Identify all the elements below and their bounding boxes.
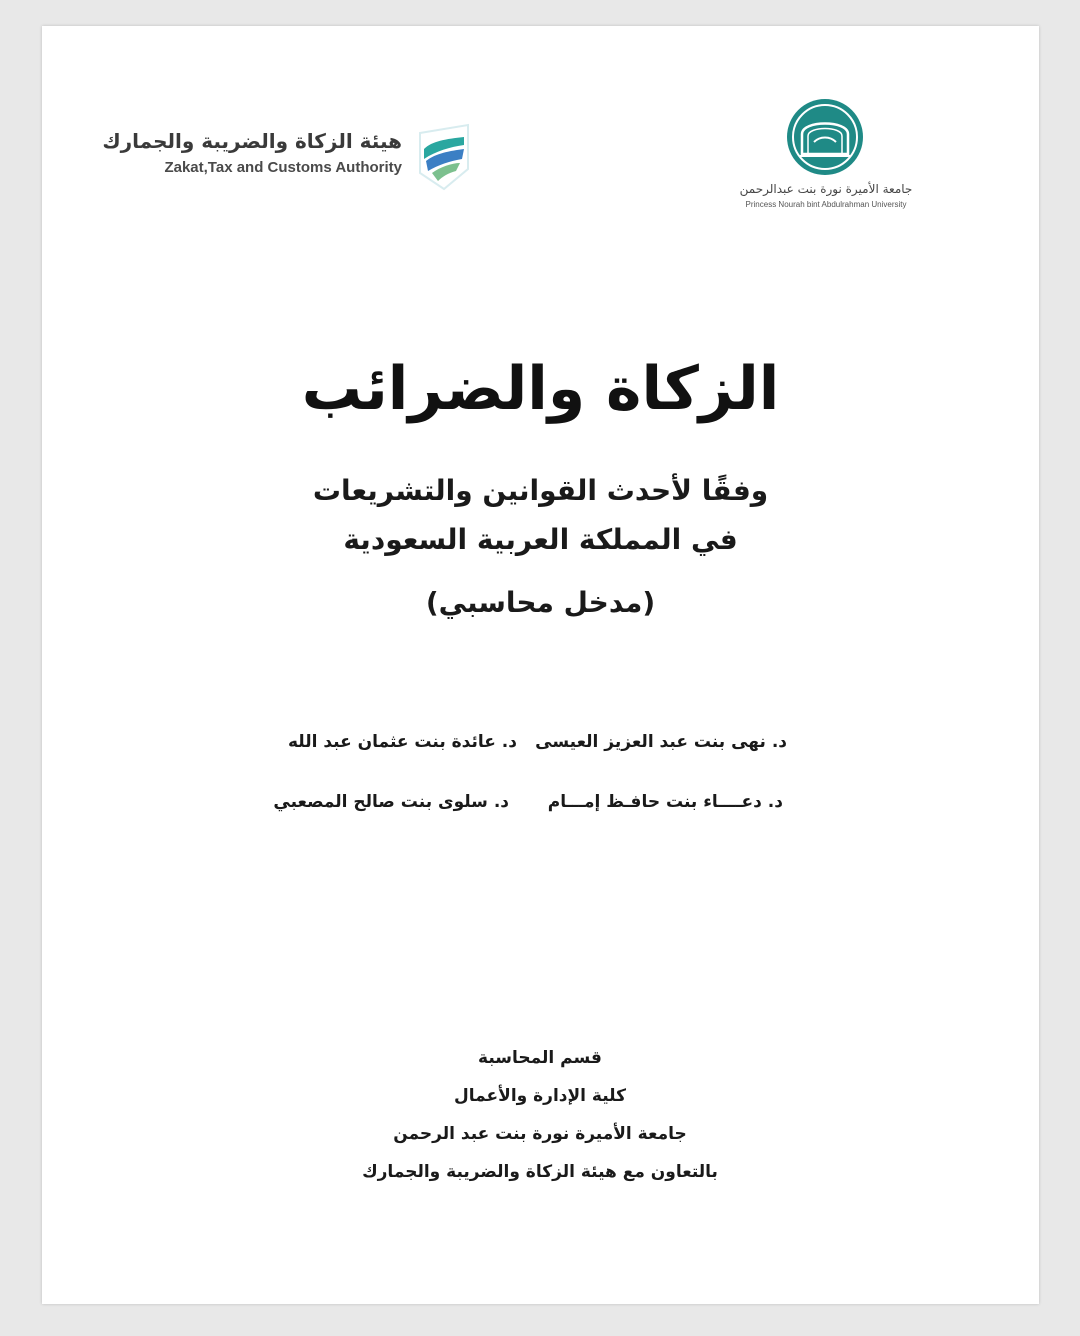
department-line-2: كلية الإدارة والأعمال [454,1086,626,1106]
document-page [42,26,1039,1304]
subtitle-line-1: وفقًا لأحدث القوانين والتشريعات [312,474,769,507]
pnu-name-english: Princess Nourah bint Abdulrahman University [745,200,907,209]
pnu-name-arabic: جامعة الأميرة نورة بنت عبدالرحمن [739,182,913,196]
pnu-logo [732,96,932,216]
subtitle-line-2: في المملكة العربية السعودية [343,523,738,556]
subtitle-line-3: (مدخل محاسبي) [425,586,656,619]
author-2: د. عائدة بنت عثمان عبد الله [287,732,517,752]
book-title: الزكاة والضرائب [301,354,780,424]
department-line-1: قسم المحاسبة [478,1048,602,1068]
zatca-name-english: Zakat,Tax and Customs Authority [164,159,402,176]
author-1: د. نهى بنت عبد العزيز العيسى [535,732,787,752]
pnu-logo-icon [786,98,864,176]
zatca-logo-icon [412,121,476,193]
author-4: د. سلوى بنت صالح المصعبي [273,792,509,812]
department-line-3: جامعة الأميرة نورة بنت عبد الرحمن [393,1124,687,1144]
zatca-logo [102,121,480,196]
zatca-name-arabic: هيئة الزكاة والضريبة والجمارك [102,129,402,153]
department-line-4: بالتعاون مع هيئة الزكاة والضريبة والجمارك [362,1162,718,1182]
author-3: د. دعــــاء بنت حافـظ إمـــام [547,792,783,812]
